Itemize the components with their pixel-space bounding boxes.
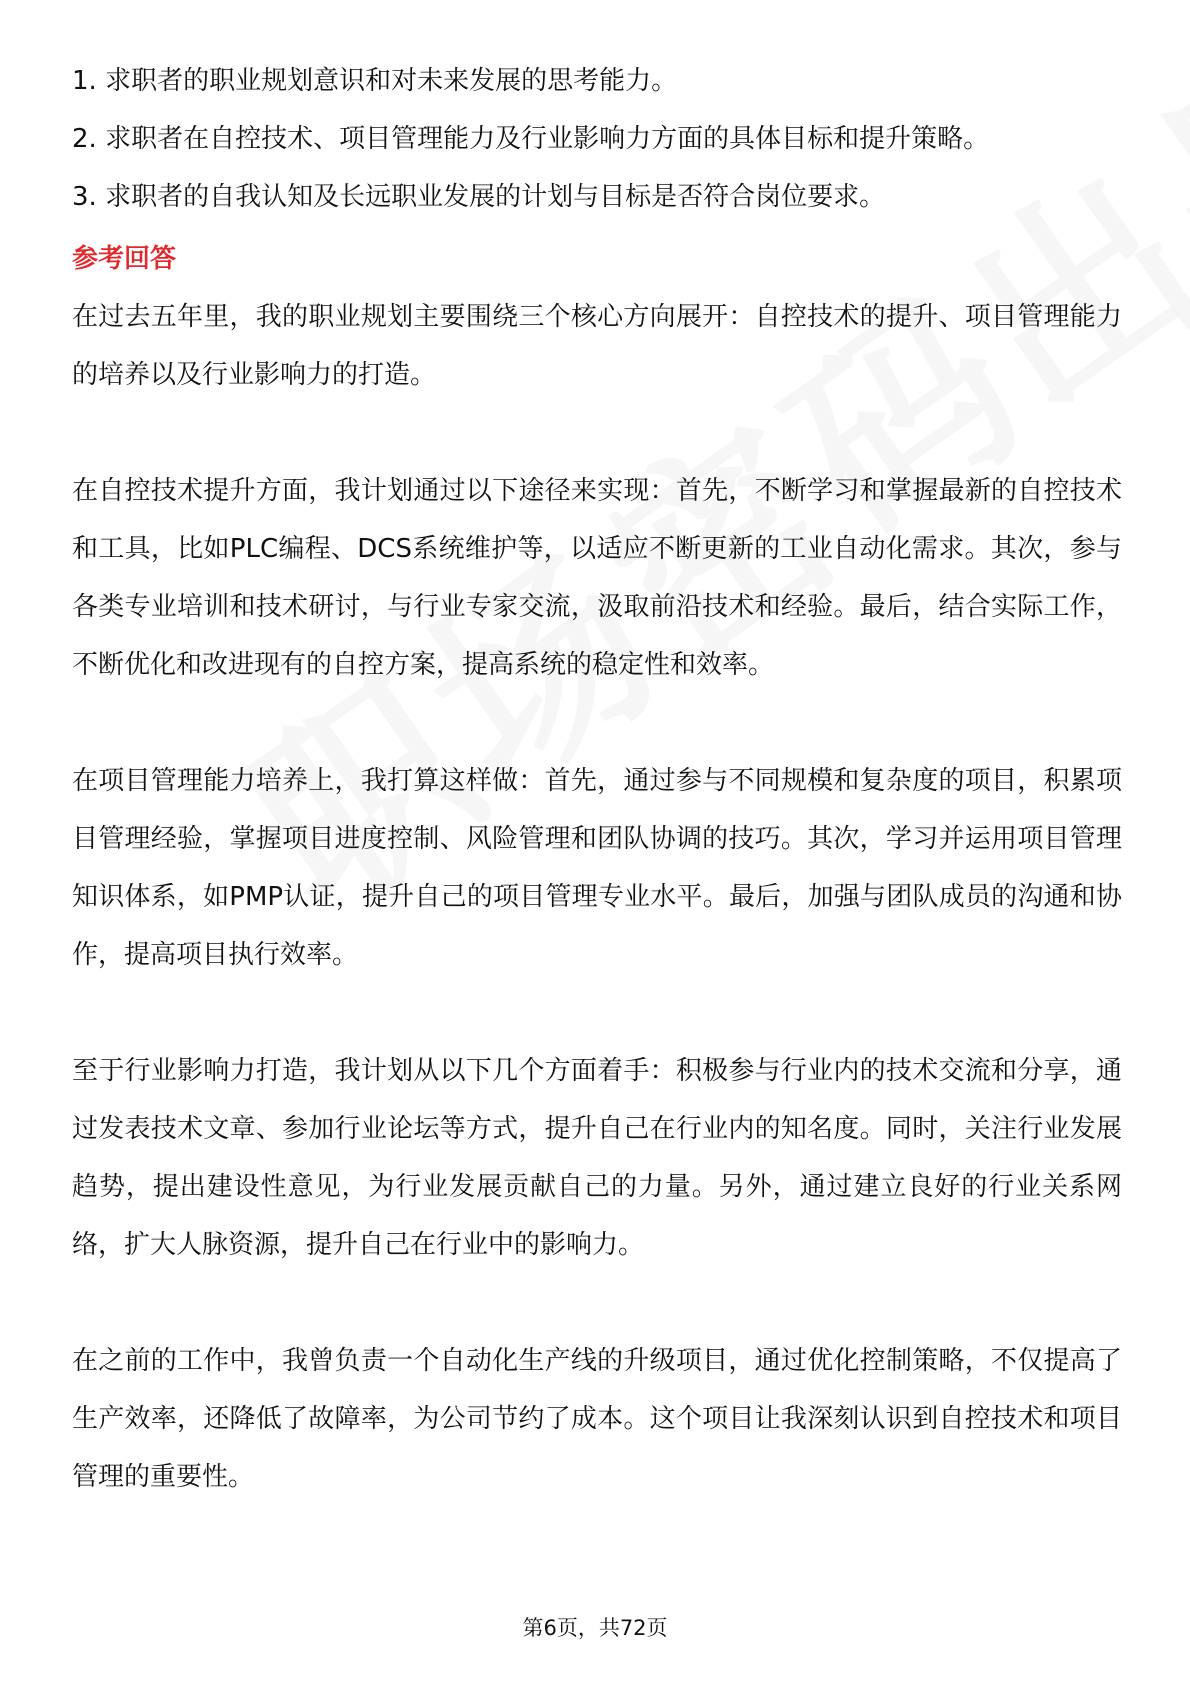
question-item-2: 2. 求职者在自控技术、项目管理能力及行业影响力方面的具体目标和提升策略。 [72, 124, 990, 154]
page-footer: 第6页，共72页 [522, 1616, 668, 1640]
question-item-3: 3. 求职者的自我认知及长远职业发展的计划与目标是否符合岗位要求。 [72, 182, 886, 212]
answer-paragraph-3: 在项目管理能力培养上，我打算这样做：首先，通过参与不同规模和复杂度的项目，积累项目管理经验，掌握项目进度控制、风险管理和团队协调的技巧。其次，学习并运用项目管理知识体系，如PMP认证，提升自己的项目管理专业水平。最后，加强与团队成员的沟通和协作，提高项目执行效率。 [72, 766, 1122, 970]
answer-heading: 参考回答 [72, 244, 177, 274]
answer-paragraph-2: 在自控技术提升方面，我计划通过以下途径来实现：首先，不断学习和掌握最新的自控技术和工具，比如PLC编程、DCS系统维护等，以适应不断更新的工业自动化需求。其次，参与各类专业培训和技术研讨，与行业专家交流，汲取前沿技术和经验。最后，结合实际工作，不断优化和改进现有的自控方案，提高系统的稳定性和效率。 [72, 476, 1122, 680]
paragraph-spacer [72, 404, 1122, 462]
answer-paragraph-1: 在过去五年里，我的职业规划主要围绕三个核心方向展开：自控技术的提升、项目管理能力的培养以及行业影响力的打造。 [72, 302, 1122, 390]
paragraph-spacer [72, 694, 1122, 752]
page-content [72, 52, 1122, 1506]
answer-paragraph-4: 至于行业影响力打造，我计划从以下几个方面着手：积极参与行业内的技术交流和分享，通过发表技术文章、参加行业论坛等方式，提升自己在行业内的知名度。同时，关注行业发展趋势，提出建设性意见，为行业发展贡献自己的力量。另外，通过建立良好的行业关系网络，扩大人脉资源，提升自己在行业中的影响力。 [72, 1056, 1122, 1260]
paragraph-spacer [72, 984, 1122, 1042]
question-item-1: 1. 求职者的职业规划意识和对未来发展的思考能力。 [72, 66, 678, 96]
answer-paragraph-5: 在之前的工作中，我曾负责一个自动化生产线的升级项目，通过优化控制策略，不仅提高了生产效率，还降低了故障率，为公司节约了成本。这个项目让我深刻认识到自控技术和项目管理的重要性。 [72, 1346, 1122, 1492]
paragraph-spacer [72, 1274, 1122, 1332]
